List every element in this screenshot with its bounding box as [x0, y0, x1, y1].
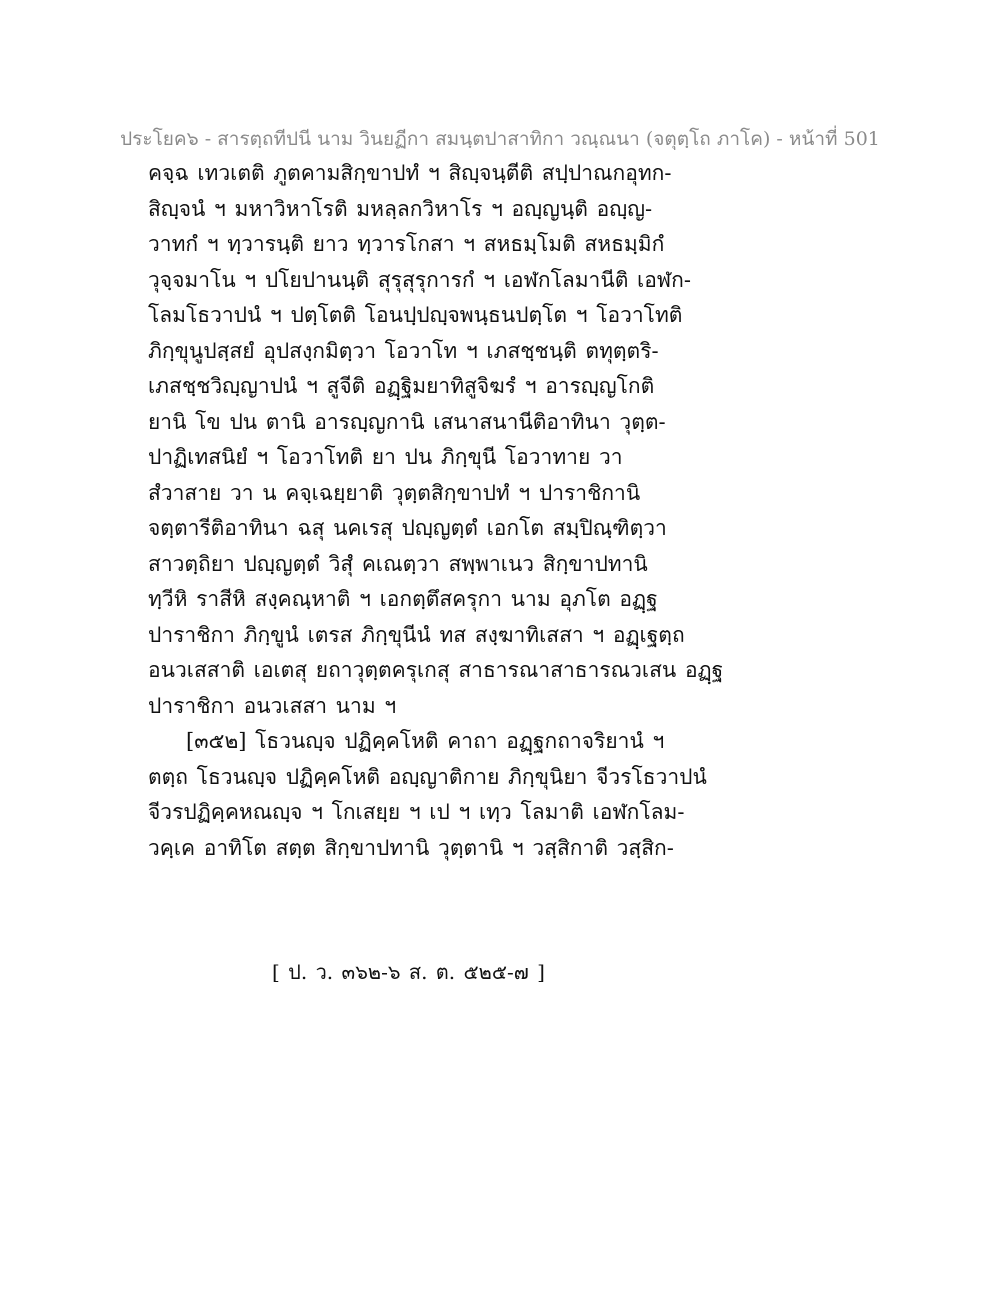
- text-line: ภิกฺขุนูปสฺสยํ อุปสงฺกมิตฺวา โอวาโท ฯ เภสชฺชนฺติ ตทุตฺตริ-: [148, 338, 659, 363]
- text-line: เภสชฺชวิญฺญาปนํ ฯ สูจีติ อฏฺฐิมยาทิสูจิฆรํ ฯ อารญฺญโกติ: [148, 374, 655, 398]
- text-line: คจฺฉ เทวเตติ ภูตคามสิกฺขาปทํ ฯ สิญฺจนฺตีติ สปฺปาณกอุทก-: [148, 161, 672, 185]
- text-line: วาทกํ ฯ ทฺวารนฺติ ยาว ทฺวารโกสา ฯ สหธมฺโมติ สหธมฺมิกํ: [148, 232, 665, 256]
- body-text: [148, 156, 724, 866]
- canon-reference: [ ป. ว. ๓๖๒-๖ ส. ต. ๕๒๕-๗ ]: [272, 960, 545, 984]
- text-line: ทฺวีหิ ราสีหิ สงฺคณฺหาติ ฯ เอกตฺตึสครุกา นาม อุภโต อฏฺฐ: [148, 587, 658, 611]
- text-line: ปาฏิเทสนิยํ ฯ โอวาโทติ ยา ปน ภิกฺขุนี โอวาทาย วา: [148, 445, 623, 469]
- text-line: จีวรปฏิคฺคหณญฺจ ฯ โกเสยฺย ฯ เป ฯ เทฺว โลมาติ เอฬกโลม-: [148, 800, 685, 824]
- text-line: ยานิ โข ปน ตานิ อารญฺญกานิ เสนาสนานีติอาทินา วุตฺต-: [148, 409, 666, 434]
- text-line: ปาราชิกา อนวเสสา นาม ฯ: [148, 693, 397, 718]
- text-line: วคฺเค อาทิโต สตฺต สิกฺขาปทานิ วุตฺตานิ ฯ วสฺสิกาติ วสฺสิก-: [148, 835, 674, 860]
- text-line: อนวเสสาติ เอเตสุ ยถาวุตฺตครุเกสุ สาธารณาสาธารณวเสน อฏฺฐ: [148, 658, 724, 682]
- text-line: สาวตฺถิยา ปญฺญตฺตํ วิสุํ คเณตฺวา สพฺพาเนว สิกฺขาปทานิ: [148, 551, 648, 576]
- text-line: ปาราชิกา ภิกฺขูนํ เตรส ภิกฺขุนีนํ ทส สงฺฆาทิเสสา ฯ อฏฺเฐตฺถ: [148, 622, 685, 647]
- paragraph-start-line: [๓๕๒] โธวนญฺจ ปฏิคฺคโหติ คาถา อฏฺฐกถาจริยานํ ฯ: [186, 729, 665, 753]
- text-line: สิญฺจนํ ฯ มหาวิหาโรติ มหลฺลกวิหาโร ฯ อญฺญนฺติ อญฺญ-: [148, 196, 653, 221]
- text-line: สํวาสาย วา น คจฺเฉยฺยาติ วุตฺตสิกฺขาปทํ ฯ ปาราชิกานิ: [148, 480, 641, 505]
- running-header: ประโยค๖ - สารตฺถทีปนี นาม วินยฏีกา สมนฺตปาสาทิกา วณฺณนา (จตุตฺโถ ภาโค) - หน้าที่ 501: [120, 128, 880, 150]
- text-line: วุจฺจมาโน ฯ ปโยปานนฺติ สุรุสุรุการกํ ฯ เอฬกโลมานีติ เอฬก-: [148, 267, 691, 292]
- text-line: จตฺตารีติอาทินา ฉสุ นคเรสุ ปญฺญตฺตํ เอกโต สมฺปิณฺฑิตฺวา: [148, 516, 667, 540]
- text-line: ตตฺถ โธวนญฺจ ปฏิคฺคโหติ อญฺญาติกาย ภิกฺขุนิยา จีวรโธวาปนํ: [148, 764, 707, 789]
- text-line: โลมโธวาปนํ ฯ ปตฺโตติ โอนปฺปญฺจพนฺธนปตฺโต ฯ โอวาโทติ: [148, 303, 683, 327]
